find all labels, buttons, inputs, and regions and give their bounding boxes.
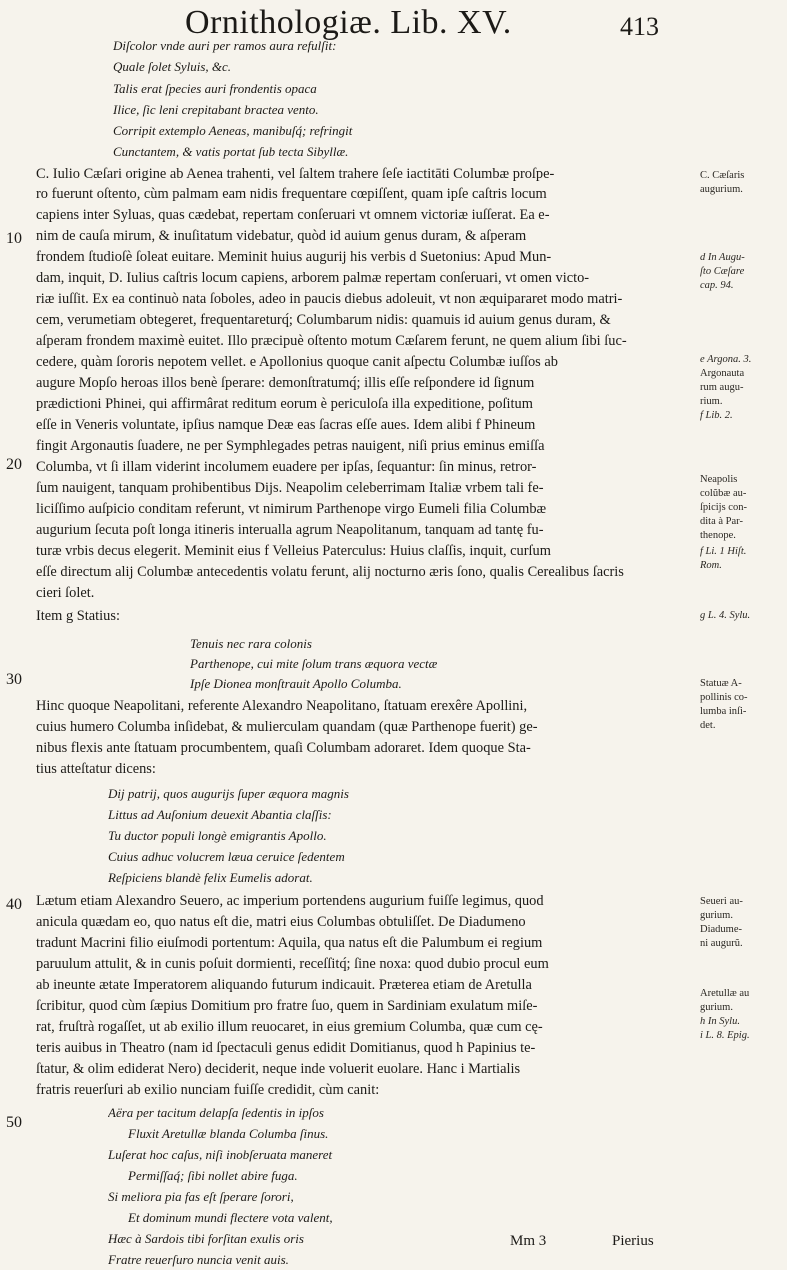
text-line: capiens inter Syluas, quas cædebat, repertam conſeruari vt omnem victoriæ iuſſerat. Ea e- xyxy=(36,207,550,223)
page-footer xyxy=(0,1233,787,1257)
text-line: liciſſimo auſpicio conditam referunt, vt nimirum Parthenope virgo Eumeli filia Columbæ xyxy=(36,501,547,517)
text-line: ab ineunte ætate Imperatorem aliquando futurum indicauit. Præterea etiam de Aretulla xyxy=(36,977,532,993)
text-line: riæ iuſſit. Ex ea continuò nata ſoboles, adeo in paucis diebus adoleuit, vt non æquipararet modo matri- xyxy=(36,291,623,307)
text-line: eſſe in Veneris voluntate, ipſius namque Deæ eas ſacras eſſe aues. Idem alibi f Phineum xyxy=(36,417,536,433)
text-line: ſum nauigent, tanquam prohibentibus Dijs. Neapolim celeberrimam Italiæ vrbem tali fe- xyxy=(36,480,544,496)
verse-line: Cunctantem, & vatis portat ſub tecta Sibyllæ. xyxy=(113,144,349,159)
text-line: frondem ſtudioſè ſoleat euitare. Meminit huius augurij his verbis d Suetonius: Apud Mun- xyxy=(36,249,552,265)
margin-note: Diadume- xyxy=(700,924,742,935)
text-line: Lætum etiam Alexandro Seuero, ac imperium portendens augurium fuiſſe legimus, quod xyxy=(36,893,544,909)
text-line: cuius humero Columba inſidebat, & mulierculam quandam (quæ Parthenope fuerit) ge- xyxy=(36,719,538,735)
verse-line: Aëra per tacitum delapſa ſedentis in ipſos xyxy=(108,1105,324,1120)
verse-line: Parthenope, cui mite ſolum trans æquora vectæ xyxy=(190,656,438,671)
text-line: ſtatur, & olim ediderat Nero) deciderit, neque inde voluerit euolare. Hanc i Martialis xyxy=(36,1061,521,1077)
verse-line: Corripit extemplo Aeneas, manibuſq́; refringit xyxy=(113,123,353,138)
margin-note: ni augurũ. xyxy=(700,938,743,949)
text-line: cieri ſolet. xyxy=(36,585,95,601)
text-line: aſperam frondem maximè euitet. Illo præcipuè oſtento motum Cæſarem ferunt, ne quem alium ſibi ſuc- xyxy=(36,333,627,349)
verse-line: Ipſe Dionea monſtrauit Apollo Columba. xyxy=(190,676,402,691)
verse-line: Permiſſaq́; ſibi nollet abire fuga. xyxy=(128,1168,298,1183)
margin-note: gurium. xyxy=(700,1002,733,1013)
text-line: tius atteſtatur dicens: xyxy=(36,761,156,777)
margin-note: dita à Par- xyxy=(700,516,743,527)
verse-line: Si meliora pia fas eſt ſperare ſorori, xyxy=(108,1189,294,1204)
text-line: nim de cauſa mirum, & inuſitatum videbatur, quòd id auium genus duram, & aſperam xyxy=(36,228,527,244)
margin-note: colũbæ au- xyxy=(700,488,747,499)
text-line: teris auibus in Theatro (nam id ſpectaculi genus edidit Domitianus, quod h Papinius te- xyxy=(36,1040,536,1056)
verse-line: Et dominum mundi flectere vota valent, xyxy=(128,1210,333,1225)
line-number: 20 xyxy=(6,456,22,473)
text-line: prædictioni Phinei, qui affirmârat reditum eorum è periculoſa illa expeditione, poſitum xyxy=(36,396,533,412)
margin-note: gurium. xyxy=(700,910,733,921)
text-line: Columba, vt ſi illam viderint incolumem euadere per ipſas, ſequantur: ſin minus, retror- xyxy=(36,459,537,475)
verse-line: Hæc à Sardois tibi forſitan exulis oris xyxy=(108,1231,304,1246)
text-line: turæ vrbis decus elegerit. Meminit eius f Velleius Paterculus: Huius claſſis, inquit, curſum xyxy=(36,543,551,559)
line-number: 40 xyxy=(6,896,22,913)
line-number: 50 xyxy=(6,1114,22,1131)
verse-line: Littus ad Auſonium deuexit Abantia claſſis: xyxy=(108,807,332,822)
margin-note: h In Sylu. xyxy=(700,1016,740,1027)
text-line: nibus flexis ante ſtatuam procumbentem, quaſi Columbam adoraret. Idem quoque Sta- xyxy=(36,740,531,756)
margin-note: rium. xyxy=(700,396,723,407)
running-title: Ornithologiæ. Lib. XV. xyxy=(185,4,512,41)
margin-note: Statuæ A- xyxy=(700,678,742,689)
margin-note: Neapolis xyxy=(700,474,738,485)
text-line: augure Mopſo heroas illos benè ſperare: demonſtratumq́; illis eſſe reſpondere id ſignum xyxy=(36,375,535,391)
margin-note: e Argona. 3. xyxy=(700,354,752,365)
verse-line: Quale ſolet Syluis, &c. xyxy=(113,59,232,74)
verse-line: Dij patrij, quos augurijs ſuper æquora magnis xyxy=(108,786,349,801)
text-line: fratris reuerſuri ab exilio nunciam fuiſſe credidit, cùm canit: xyxy=(36,1082,380,1098)
verse-line: Diſcolor vnde auri per ramos aura refulſit: xyxy=(113,38,337,53)
margin-note: ſpicijs con- xyxy=(700,502,747,513)
text-line: fingit Argonautis ſuadere, ne per Symphlegades petras nauigent, niſi prius eminus emiſſa xyxy=(36,438,545,454)
margin-note: augurium. xyxy=(700,184,743,195)
text-line: Hinc quoque Neapolitani, referente Alexandro Neapolitano, ſtatuam erexêre Apollini, xyxy=(36,698,528,714)
text-line: eſſe directum alij Columbæ antecedentis volatu ferunt, alij nocturno æris ſono, qualis Cerealibus ſacris xyxy=(36,564,624,580)
text-line: paruulum attulit, & in cunis poſuit dormienti, receſſitq́; ſine noxa: quod dubio procul eum xyxy=(36,956,549,972)
margin-note: i L. 8. Epig. xyxy=(700,1030,750,1041)
margin-note: g L. 4. Sylu. xyxy=(700,610,751,621)
text-line: anicula quædam eo, quo natus eſt die, matri eius Columbas obtuliſſet. De Diadumeno xyxy=(36,914,526,930)
text-line: ſcribitur, quod cùm ſæpius Domitium pro fratre ſuo, quem in Sardiniam exulatum miſe- xyxy=(36,998,538,1014)
catchword: Pierius xyxy=(612,1233,654,1249)
margin-note: f Li. 1 Hiſt. xyxy=(700,546,747,557)
text-line: cem, verumetiam obtegeret, frequentareturq́; Columbarum nidis: quamuis id auium genus duram, & xyxy=(36,312,611,328)
verse-line: Fluxit Aretullæ blanda Columba ſinus. xyxy=(128,1126,329,1141)
margin-note: pollinis co- xyxy=(700,692,748,703)
margin-note: Seueri au- xyxy=(700,896,743,907)
verse-line: Luſerat hoc caſus, niſi inobſeruata maneret xyxy=(108,1147,333,1162)
verse-line: Tenuis nec rara colonis xyxy=(190,636,312,651)
margin-note: ſto Cæſare xyxy=(700,266,745,277)
text-line: ro fuerunt oſtento, cùm palmam eam nidis frequentare cœpiſſent, quam ipſe caſtris locum xyxy=(36,186,547,202)
signature-mark: Mm 3 xyxy=(510,1233,547,1249)
margin-note: lumba inſi- xyxy=(700,706,747,717)
margin-note: Rom. xyxy=(700,560,722,571)
verse-line: Cuius adhuc volucrem læua ceruice ſedentem xyxy=(108,849,345,864)
verse-line: Fratre reuerſuro nuncia venit auis. xyxy=(108,1252,289,1267)
margin-note: Aretullæ au xyxy=(700,988,750,999)
margin-note: C. Cæſaris xyxy=(700,170,745,181)
text-line: rat, fruſtrà rogaſſet, ut ab exilio illum reuocaret, in eius gremium Columba, quæ cum cę- xyxy=(36,1019,543,1035)
text-line: cedere, quàm ſororis nepotem vellet. e Apollonius quoque canit aſpectu Columbæ iuſſos ab xyxy=(36,354,558,370)
margin-note: cap. 94. xyxy=(700,280,734,291)
text-line: Item g Statius: xyxy=(36,608,120,624)
margin-note: rum augu- xyxy=(700,382,744,393)
line-number: 10 xyxy=(6,230,22,247)
margin-note: f Lib. 2. xyxy=(700,410,733,421)
margin-note: Argonauta xyxy=(700,368,745,379)
margin-note: thenope. xyxy=(700,530,736,541)
line-number: 30 xyxy=(6,671,22,688)
text-line: tradunt Macrini filio eiuſmodi portentum: Aquila, qua natus eſt die Palumbum ei regium xyxy=(36,935,543,951)
text-line: C. Iulio Cæſari origine ab Aenea trahenti, vel ſaltem trahere ſeſe iactitāti Columbæ proſpe- xyxy=(36,166,555,182)
text-line: augurium ſecuta poſt longa itineris interualla agrum Neapolitanum, tanquam ad tantę fu- xyxy=(36,522,544,538)
verse-line: Talis erat ſpecies auri frondentis opaca xyxy=(113,81,317,96)
text-line: dam, inquit, D. Iulius caſtris locum capiens, arborem palmæ repertam conſeruari, vt omen victo- xyxy=(36,270,590,286)
verse-line: Reſpiciens blandè felix Eumelis adorat. xyxy=(108,870,313,885)
verse-line: Ilice, ſic leni crepitabant bractea vento. xyxy=(113,102,319,117)
margin-note: det. xyxy=(700,720,716,731)
margin-note: d In Augu- xyxy=(700,252,745,263)
verse-line: Tu ductor populi longè emigrantis Apollo. xyxy=(108,828,327,843)
page-number: 413 xyxy=(620,12,659,41)
